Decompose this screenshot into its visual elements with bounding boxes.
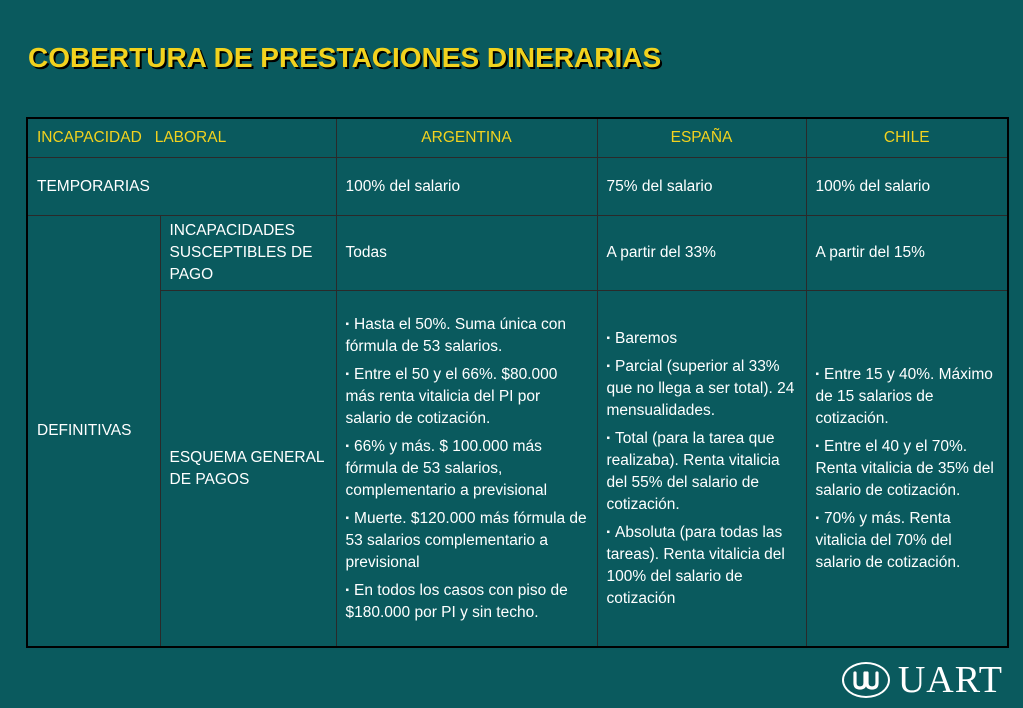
bullet-list-espana (607, 328, 797, 610)
bullet-item (607, 522, 797, 610)
bullet-item (346, 508, 588, 574)
bullet-item (816, 508, 999, 574)
coverage-table (26, 117, 1009, 648)
bullet-icon: ▪ (606, 332, 611, 344)
bullet-list-argentina (346, 314, 588, 624)
bullet-icon: ▪ (345, 584, 350, 596)
bullet-item (346, 314, 588, 358)
bullet-icon: ▪ (815, 512, 820, 524)
bullet-item (607, 428, 797, 516)
bullet-icon: ▪ (606, 526, 611, 538)
bullet-item (346, 580, 588, 624)
bullet-text: Total (para la tarea que realizaba). Renta vitalicia del 55% del salario de cotización. (606, 429, 780, 513)
bullet-item (346, 364, 588, 430)
bullet-text: 66% y más. $ 100.000 más fórmula de 53 salarios, complementario a previsional (345, 437, 548, 499)
bullet-text: 70% y más. Renta vitalicia del 70% del salario de cotización. (815, 509, 961, 571)
cell-temporarias-espana: 75% del salario (597, 158, 806, 216)
header-incapacidad: INCAPACIDAD LABORAL (27, 118, 336, 158)
bullet-icon: ▪ (815, 440, 820, 452)
page-title: COBERTURA DE PRESTACIONES DINERARIAS (28, 42, 662, 73)
cell-temporarias-chile: 100% del salario (806, 158, 1008, 216)
table-header-row (27, 118, 1008, 158)
cell-esquema-chile (806, 291, 1008, 648)
uart-logo-mark-icon (842, 662, 890, 698)
header-espana: ESPAÑA (597, 118, 806, 158)
table-row-temporarias (27, 158, 1008, 216)
cell-esquema-espana (597, 291, 806, 648)
bullet-icon: ▪ (345, 368, 350, 380)
table-row-esquema (27, 291, 1008, 648)
bullet-item (816, 364, 999, 430)
bullet-icon: ▪ (345, 318, 350, 330)
cell-susceptibles-chile: A partir del 15% (806, 216, 1008, 291)
bullet-text: Absoluta (para todas las tareas). Renta vitalicia del 100% del salario de cotización (606, 523, 785, 607)
uart-logo (842, 658, 1003, 702)
header-argentina: ARGENTINA (336, 118, 597, 158)
bullet-text: Entre el 40 y el 70%. Renta vitalicia de 35% del salario de cotización. (815, 437, 994, 499)
row-label-susceptibles: INCAPACIDADES SUSCEPTIBLES DE PAGO (160, 216, 336, 291)
bullet-icon: ▪ (606, 360, 611, 372)
bullet-icon: ▪ (345, 440, 350, 452)
table-row-susceptibles (27, 216, 1008, 291)
bullet-text: Parcial (superior al 33% que no llega a ser total). 24 mensualidades. (606, 357, 795, 419)
bullet-text: Baremos (615, 329, 678, 347)
bullet-icon: ▪ (815, 368, 820, 380)
cell-susceptibles-espana: A partir del 33% (597, 216, 806, 291)
uart-logo-text: UART (897, 659, 1003, 701)
bullet-item (346, 436, 588, 502)
cell-esquema-argentina (336, 291, 597, 648)
cell-temporarias-argentina: 100% del salario (336, 158, 597, 216)
bullet-text: Hasta el 50%. Suma única con fórmula de 53 salarios. (345, 315, 566, 355)
cell-susceptibles-argentina: Todas (336, 216, 597, 291)
header-chile: CHILE (806, 118, 1008, 158)
bullet-item (607, 328, 797, 350)
bullet-text: Muerte. $120.000 más fórmula de 53 salarios complementario a previsional (345, 509, 587, 571)
bullet-item (816, 436, 999, 502)
row-label-esquema: ESQUEMA GENERAL DE PAGOS (160, 291, 336, 648)
bullet-list-chile (816, 364, 999, 574)
bullet-text: Entre el 50 y el 66%. $80.000 más renta vitalicia del PI por salario de cotización. (345, 365, 558, 427)
bullet-text: Entre 15 y 40%. Máximo de 15 salarios de cotización. (815, 365, 993, 427)
bullet-text: En todos los casos con piso de $180.000 por PI y sin techo. (345, 581, 568, 621)
row-label-temporarias: TEMPORARIAS (27, 158, 336, 216)
bullet-icon: ▪ (606, 432, 611, 444)
bullet-icon: ▪ (345, 512, 350, 524)
row-label-definitivas: DEFINITIVAS (27, 216, 160, 648)
bullet-item (607, 356, 797, 422)
